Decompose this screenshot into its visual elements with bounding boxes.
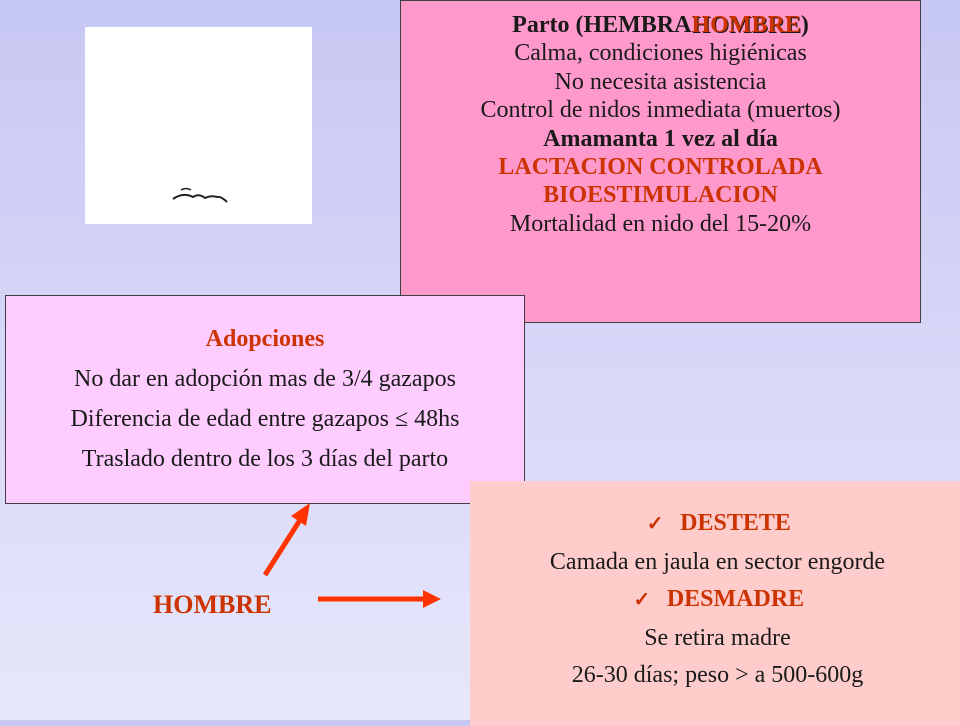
- parto-line-5: LACTACION CONTROLADA: [498, 154, 823, 181]
- adopciones-line-3: Traslado dentro de los 3 días del parto: [81, 446, 449, 472]
- check-icon: ✓: [646, 513, 664, 535]
- destete-line-3: 26-30 días; peso > a 500-600g: [571, 662, 864, 688]
- arrow-right-icon: [318, 590, 441, 608]
- parto-line-6: BIOESTIMULACION: [543, 182, 778, 209]
- destete-heading-1: ✓ DESTETE: [470, 505, 960, 544]
- destete-line-2: Se retira madre: [644, 624, 791, 651]
- check-icon: ✓: [633, 589, 651, 611]
- parto-line-2: No necesita asistencia: [554, 68, 767, 95]
- destete-line-1: Camada en jaula en sector engorde: [549, 548, 886, 575]
- adopciones-line-2: Diferencia de edad entre gazapos ≤ 48hs: [70, 406, 460, 432]
- parto-title: Parto (HEMBRAHOMBRE): [512, 12, 809, 38]
- adopciones-line-1: No dar en adopción mas de 3/4 gazapos: [74, 366, 456, 392]
- destete-heading-2: ✓ DESMADRE: [470, 581, 960, 620]
- adopciones-title: Adopciones: [205, 326, 325, 352]
- parto-line-7: Mortalidad en nido del 15-20%: [509, 210, 812, 237]
- parto-line-4: Amamanta 1 vez al día: [543, 125, 778, 152]
- parto-line-3: Control de nidos inmediata (muertos): [480, 97, 841, 124]
- hombre-label: HOMBRE: [153, 590, 272, 619]
- arrow-up-icon: [265, 503, 310, 575]
- parto-line-1: Calma, condiciones higiénicas: [514, 40, 807, 67]
